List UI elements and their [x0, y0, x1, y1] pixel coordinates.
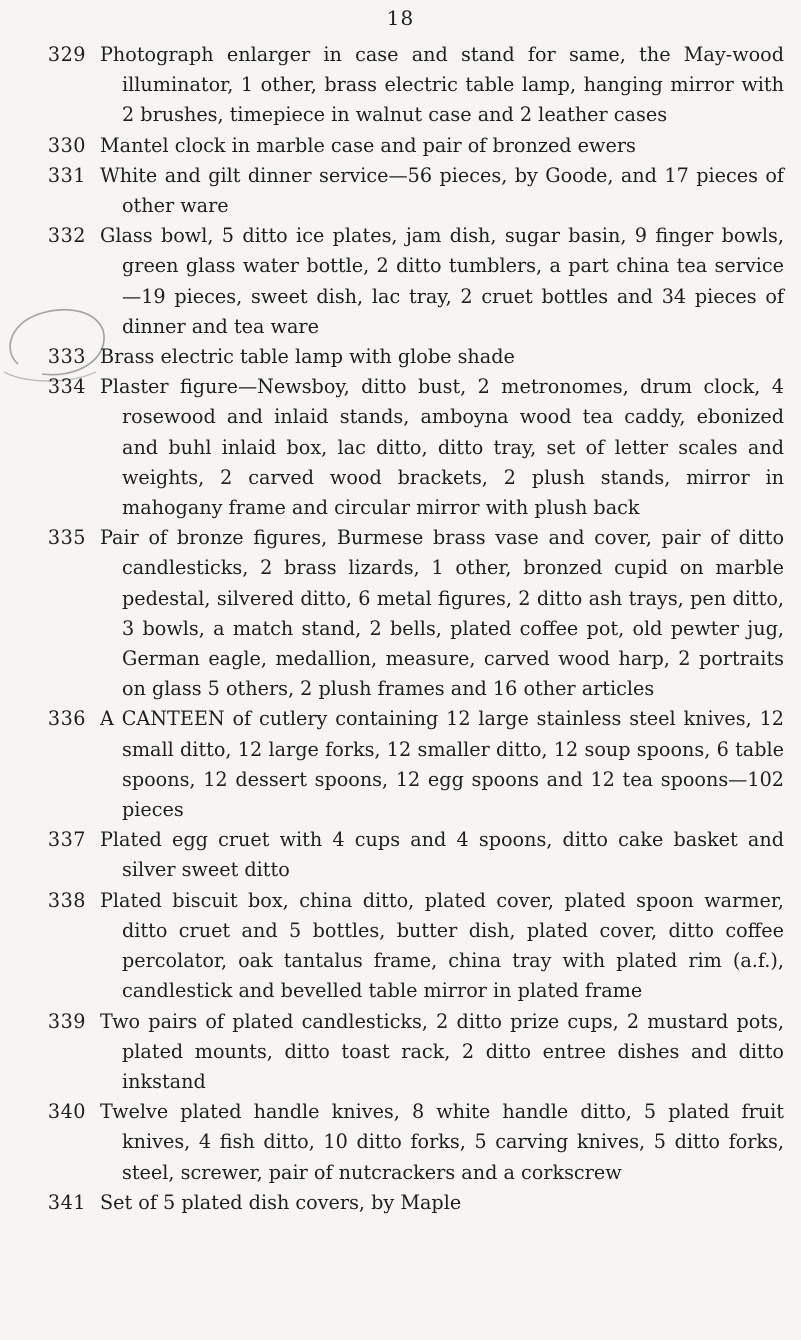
lot-entry	[36, 372, 784, 523]
lot-description: Set of 5 plated dish covers, by Maple	[100, 1190, 462, 1214]
lot-description: Plated egg cruet with 4 cups and 4 spoons, ditto cake basket and silver sweet ditto	[100, 828, 784, 882]
lot-entry	[36, 523, 784, 704]
lot-entry	[36, 1007, 784, 1098]
lot-description: Plaster figure—Newsboy, ditto bust, 2 metronomes, drum clock, 4 rosewood and inlaid stands, amboyna wood tea caddy, ebonized and buhl inlaid box, lac ditto, ditto tray, set of letter scales and weights, 2 carved wood brackets, 2 plush stands, mirror in mahogany frame and circular mirror with plush back	[100, 375, 784, 520]
lot-description: Brass electric table lamp with globe shade	[100, 345, 515, 369]
lot-description: Pair of bronze figures, Burmese brass vase and cover, pair of ditto candlesticks, 2 brass lizards, 1 other, bronzed cupid on marble pedestal, silvered ditto, 6 metal figures, 2 ditto ash trays, pen ditto, 3 bowls, a match stand, 2 bells, plated coffee pot, old pewter jug, German eagle, medallion, measure, carved wood harp, 2 portraits on glass 5 others, 2 plush frames and 16 other articles	[100, 526, 784, 701]
page-number: 18	[386, 6, 415, 30]
lot-entry	[36, 825, 784, 885]
lot-description: Photograph enlarger in case and stand for same, the May-wood illuminator, 1 other, brass electric table lamp, hanging mirror with 2 brushes, timepiece in walnut case and 2 leather cases	[100, 43, 784, 127]
lot-number: 341	[47, 1190, 86, 1214]
lot-entry	[36, 40, 784, 131]
lot-entry	[36, 704, 784, 825]
lot-entry	[36, 886, 784, 1007]
lot-number: 337	[47, 828, 86, 852]
lot-description: White and gilt dinner service—56 pieces, by Goode, and 17 pieces of other ware	[100, 163, 784, 218]
lot-number: 334	[47, 375, 86, 399]
lot-entry	[36, 221, 784, 342]
lot-entry	[36, 342, 784, 372]
lot-number: 329	[47, 43, 86, 66]
lot-entry	[36, 131, 784, 161]
lot-number: 330	[47, 133, 86, 157]
lot-description: Glass bowl, 5 ditto ice plates, jam dish, sugar basin, 9 finger bowls, green glass water bottle, 2 ditto tumblers, a part china tea service—19 pieces, sweet dish, lac tray, 2 cruet bottles and 34 pieces of dinner and tea ware	[100, 224, 784, 338]
lot-number: 340	[47, 1100, 86, 1124]
lot-entry	[36, 161, 784, 221]
lot-number: 339	[47, 1009, 86, 1033]
lot-description: Mantel clock in marble case and pair of bronzed ewers	[100, 133, 636, 157]
lot-number: 338	[47, 888, 86, 912]
lot-entry	[36, 1188, 784, 1218]
lot-description: Plated biscuit box, china ditto, plated cover, plated spoon warmer, ditto cruet and 5 bottles, butter dish, plated cover, ditto coffee percolator, oak tantalus frame, china tray with plated rim (a.f.), candlestick and bevelled table mirror in plated frame	[100, 888, 784, 1003]
lot-description: Twelve plated handle knives, 8 white handle ditto, 5 plated fruit knives, 4 fish ditto, 10 ditto forks, 5 carving knives, 5 ditto forks, steel, screwer, pair of nutcrackers and a corkscrew	[100, 1100, 784, 1184]
lot-description: Two pairs of plated candlesticks, 2 ditto prize cups, 2 mustard pots, plated mounts, ditto toast rack, 2 ditto entree dishes and ditto inkstand	[100, 1009, 784, 1093]
lot-number: 331	[47, 163, 86, 187]
lot-number: 336	[47, 707, 86, 731]
lot-entry	[36, 1097, 784, 1188]
lot-list	[36, 40, 784, 1218]
lot-number: 333	[47, 345, 86, 369]
lot-description: A CANTEEN of cutlery containing 12 large stainless steel knives, 12 small ditto, 12 large forks, 12 smaller ditto, 12 soup spoons, 6 table spoons, 12 dessert spoons, 12 egg spoons and 12 tea spoons—102 pieces	[100, 707, 784, 822]
lot-number: 335	[47, 526, 86, 550]
lot-number: 332	[47, 224, 86, 248]
